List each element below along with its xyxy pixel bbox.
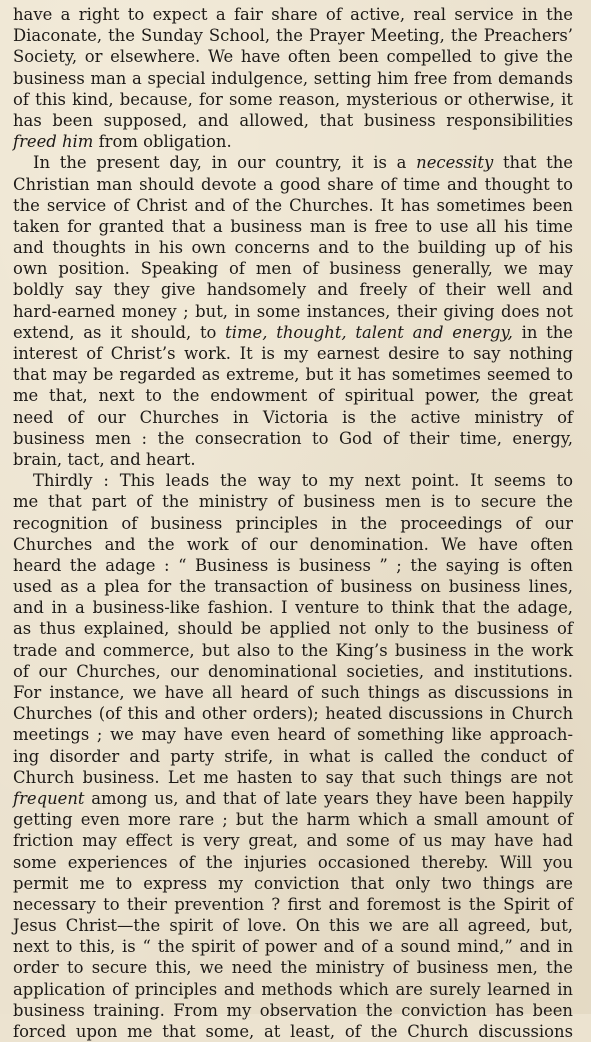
text-line: taken for granted that a business man is free to use all his time (13, 216, 573, 236)
text-line: business man a special indulgence, setting him free from demands (13, 68, 573, 88)
text-line: extend, as it should, to time, thought, talent and energy, in the (13, 322, 574, 342)
text-line: heard the adage : “ Business is business ” ; the saying is often (13, 555, 573, 575)
italic-emphasis: freed him (13, 132, 94, 152)
text-line: necessary to their prevention ? first and foremost is the Spirit of (13, 894, 573, 914)
text-line: recognition of business principles in the proceedings of our (13, 513, 573, 533)
text-line: and thoughts in his own concerns and to the building up of his (13, 238, 573, 258)
text-line: permit me to express my conviction that only two things are (13, 873, 573, 893)
text-line: getting even more rare ; but the harm which a small amount of (13, 810, 573, 830)
text-line: brain, tact, and heart. (13, 449, 196, 469)
text-line: have a right to expect a fair share of active, real service in the (13, 5, 573, 24)
text-line: used as a plea for the transaction of business on business lines, (13, 577, 573, 597)
text-line: Churches (of this and other orders); heated discussions in Church (13, 704, 573, 724)
paragraph-first-line: In the present day, in our country, it is a necessity that the (33, 153, 574, 173)
paragraph-first-line: Thirdly : This leads the way to my next point. It seems to (33, 471, 573, 491)
text-line: friction may effect is very great, and some of us may have had (13, 831, 573, 851)
text-line: has been supposed, and allowed, that business responsibilities (13, 110, 573, 130)
text-line: interest of Christ’s work. It is my earnest desire to say nothing (13, 344, 573, 363)
text-line: the service of Christ and of the Churches. It has sometimes been (13, 195, 573, 215)
text-line: Jesus Christ—the spirit of love. On this we are all agreed, but, (13, 916, 573, 936)
text-line: some experiences of the injuries occasioned thereby. Will you (13, 852, 573, 872)
italic-emphasis: time, thought, talent and energy, (225, 322, 513, 342)
italic-emphasis: frequent (13, 788, 85, 808)
text-line: business training. From my observation the conviction has been (13, 1000, 573, 1020)
text-line: that may be regarded as extreme, but it has sometimes seemed to (13, 365, 573, 385)
text-line: next to this, is “ the spirit of power and of a sound mind,” and in (13, 937, 573, 957)
text-line: meetings ; we may have even heard of something like approach- (13, 725, 573, 745)
text-line: Christian man should devote a good share of time and thought to (13, 174, 573, 194)
italic-emphasis: necessity (416, 153, 494, 173)
text-line: of this kind, because, for some reason, mysterious or otherwise, it (13, 89, 573, 109)
text-line: trade and commerce, but also to the King’s business in the work (13, 640, 573, 660)
document-body-text (0, 4, 591, 1042)
text-line: Society, or elsewhere. We have often been compelled to give the (13, 47, 573, 67)
text-line: frequent among us, and that of late years they have been happily (13, 788, 573, 808)
text-line: For instance, we have all heard of such things as discussions in (13, 683, 573, 702)
text-line: own position. Speaking of men of business generally, we may (13, 259, 573, 279)
text-line: boldly say they give handsomely and freely of their well and (13, 280, 573, 300)
text-line: application of principles and methods which are surely learned in (13, 979, 573, 999)
text-line: as thus explained, should be applied not only to the business of (13, 619, 573, 639)
text-line: Churches and the work of our denomination. We have often (13, 534, 573, 554)
text-line: me that part of the ministry of business men is to secure the (13, 492, 573, 512)
text-line: freed him from obligation. (13, 132, 232, 152)
text-line: order to secure this, we need the ministry of business men, the (13, 958, 573, 978)
text-line: hard-earned money ; but, in some instances, their giving does not (13, 301, 573, 321)
text-line: Church business. Let me hasten to say that such things are not (13, 767, 573, 787)
text-line: me that, next to the endowment of spiritual power, the great (13, 386, 573, 406)
text-line: need of our Churches in Victoria is the active ministry of (13, 407, 573, 427)
text-line: Diaconate, the Sunday School, the Prayer Meeting, the Preachers’ (13, 26, 573, 46)
text-line: business men : the consecration to God of their time, energy, (13, 428, 573, 448)
text-line: forced upon me that some, at least, of the Church discussions (13, 1022, 573, 1041)
text-line: ing disorder and party strife, in what is called the conduct of (13, 746, 573, 766)
text-line: and in a business-like fashion. I venture to think that the adage, (13, 598, 573, 618)
text-line: of our Churches, our denominational societies, and institutions. (13, 661, 573, 681)
